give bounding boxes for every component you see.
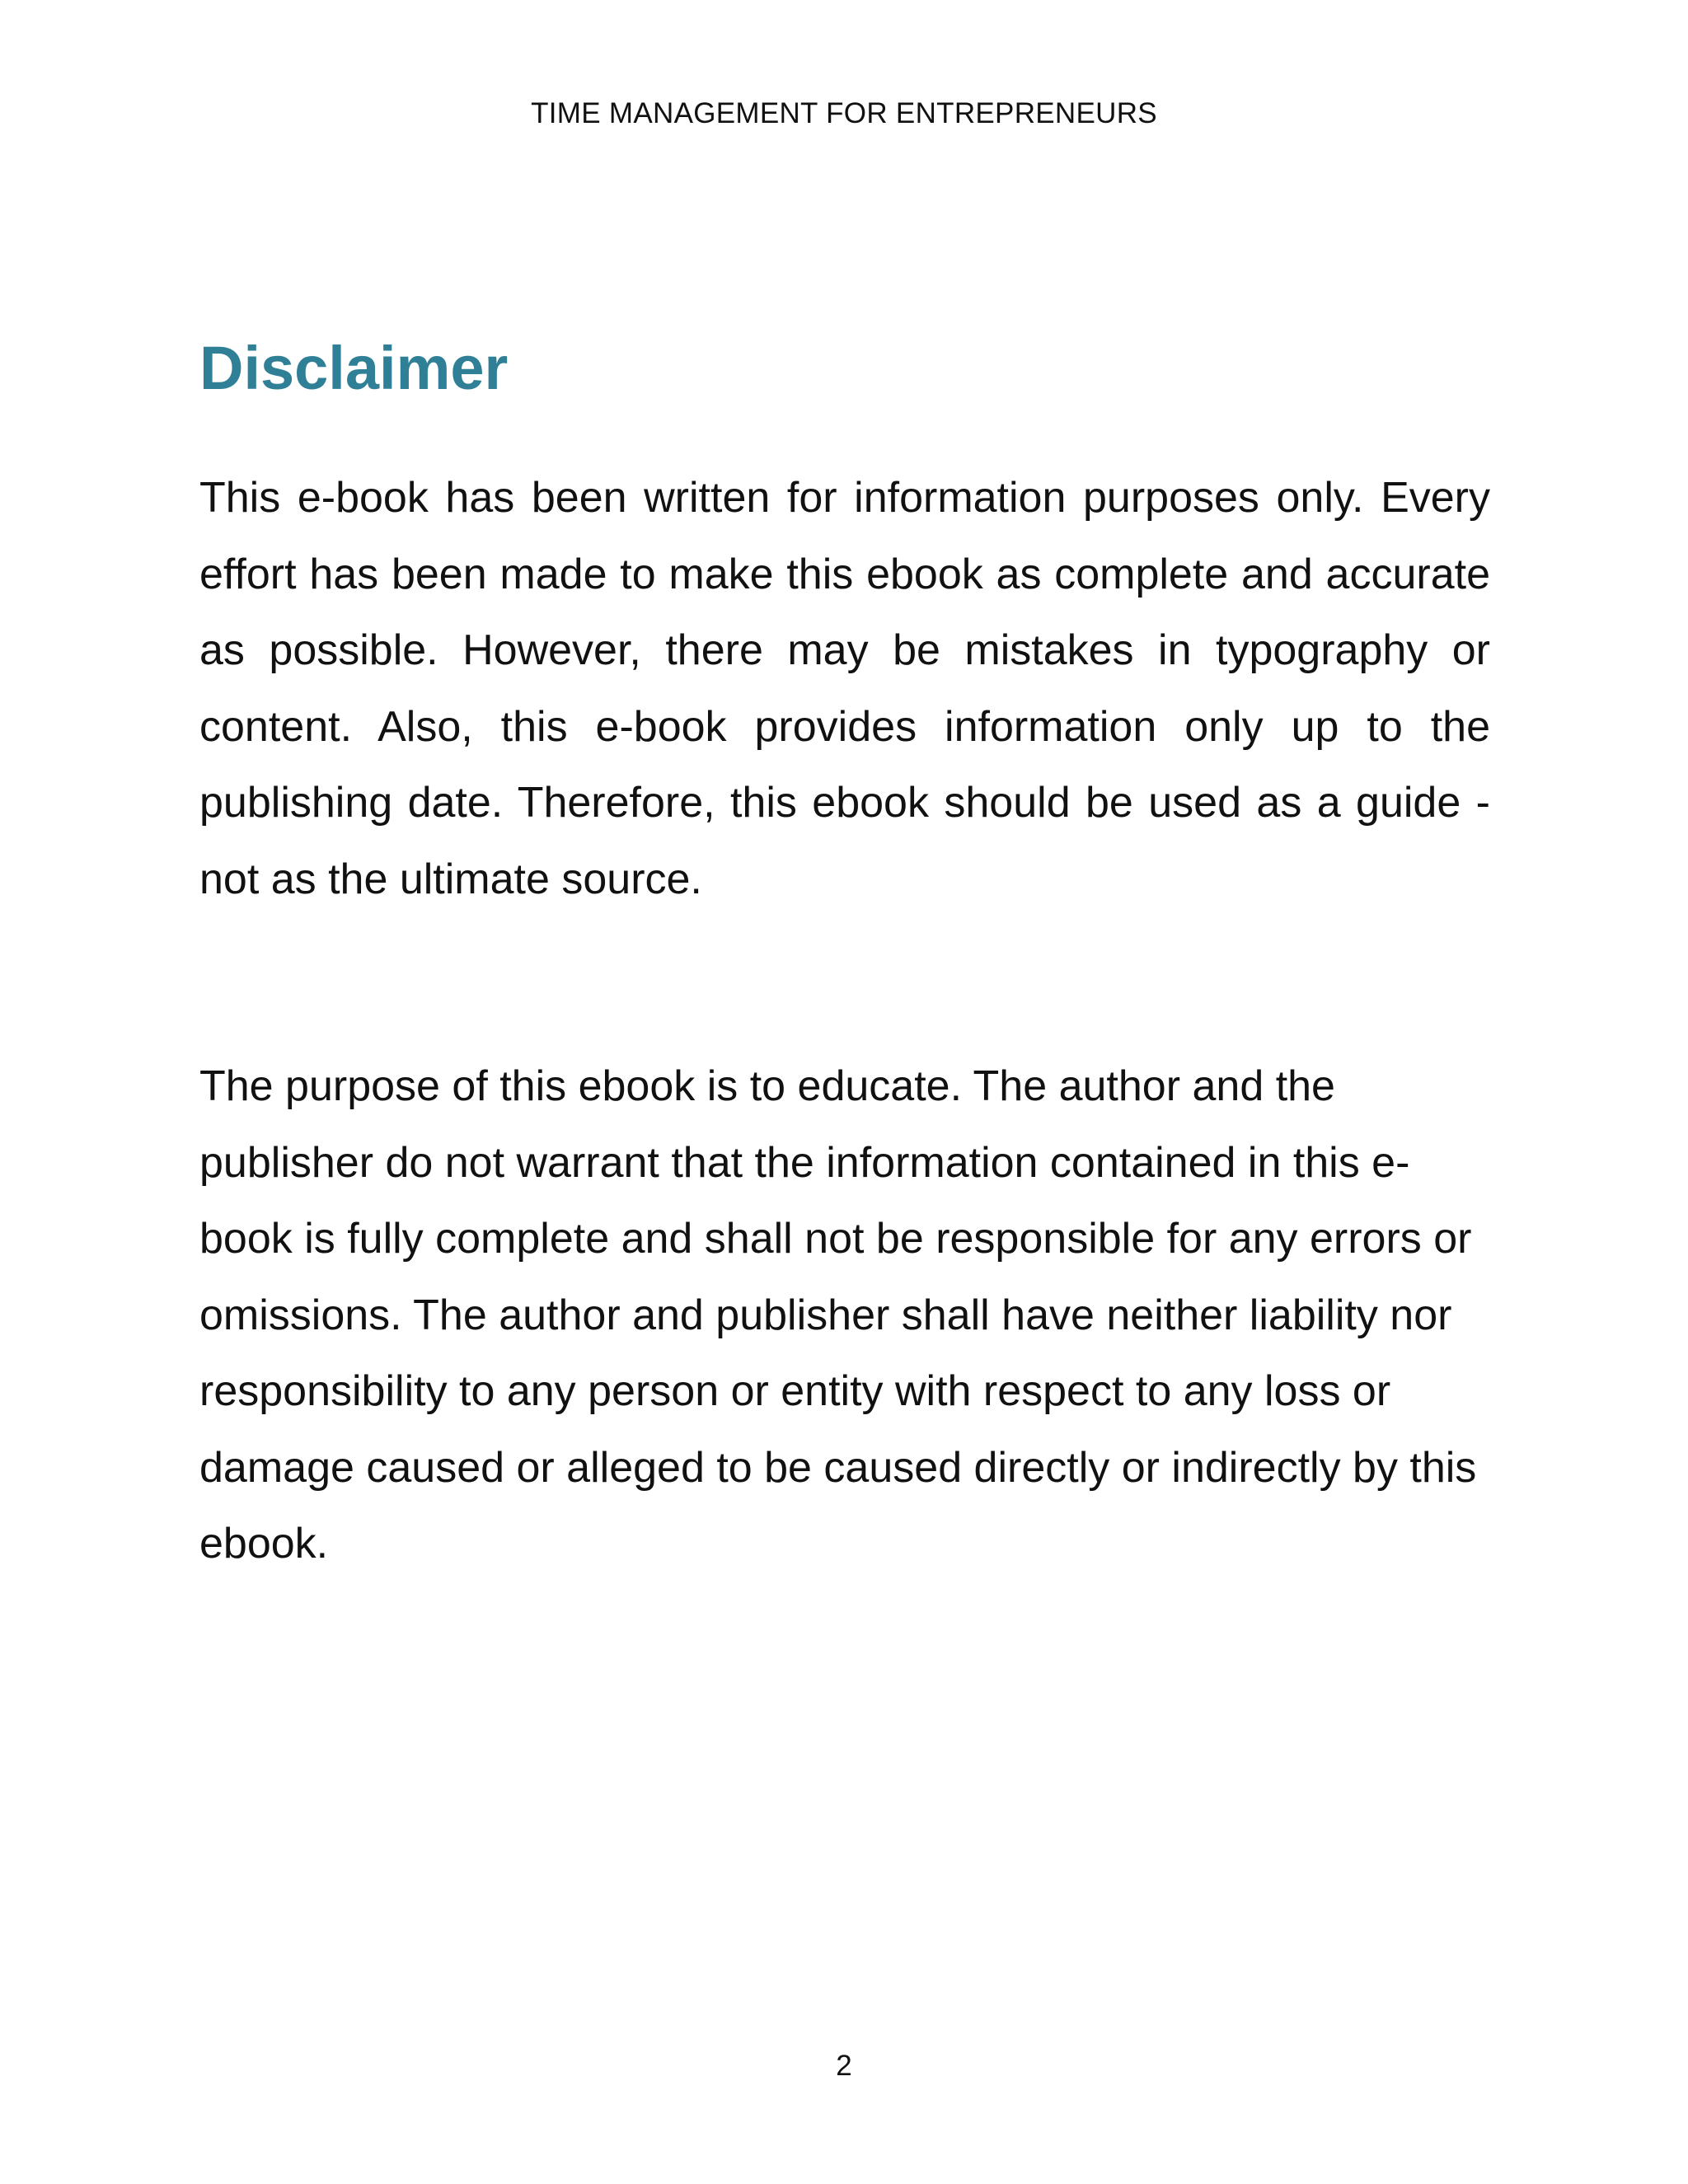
page-number: 2 (836, 2050, 852, 2082)
running-header: TIME MANAGEMENT FOR ENTREPRENEURS (531, 97, 1157, 129)
page-title: Disclaimer (199, 334, 509, 402)
disclaimer-paragraph-1: This e-book has been written for information purposes only. Every effort has been made to make this ebook as complete and accurate as possible. However, there may be mistakes in typography or content. Also, this e-book provides information only up to the publishing date. Therefore, this ebook should be used as a guide - not as the ultimate source. (199, 474, 1490, 903)
disclaimer-paragraph-2: The purpose of this ebook is to educate. The author and the publisher do not warrant that the information contained in this e-book is fully complete and shall not be responsible for any errors or omissions. The author and publisher shall have neither liability nor responsibility to any person or entity with respect to any loss or damage caused or alleged to be caused directly or indirectly by this ebook. (199, 1062, 1477, 1568)
